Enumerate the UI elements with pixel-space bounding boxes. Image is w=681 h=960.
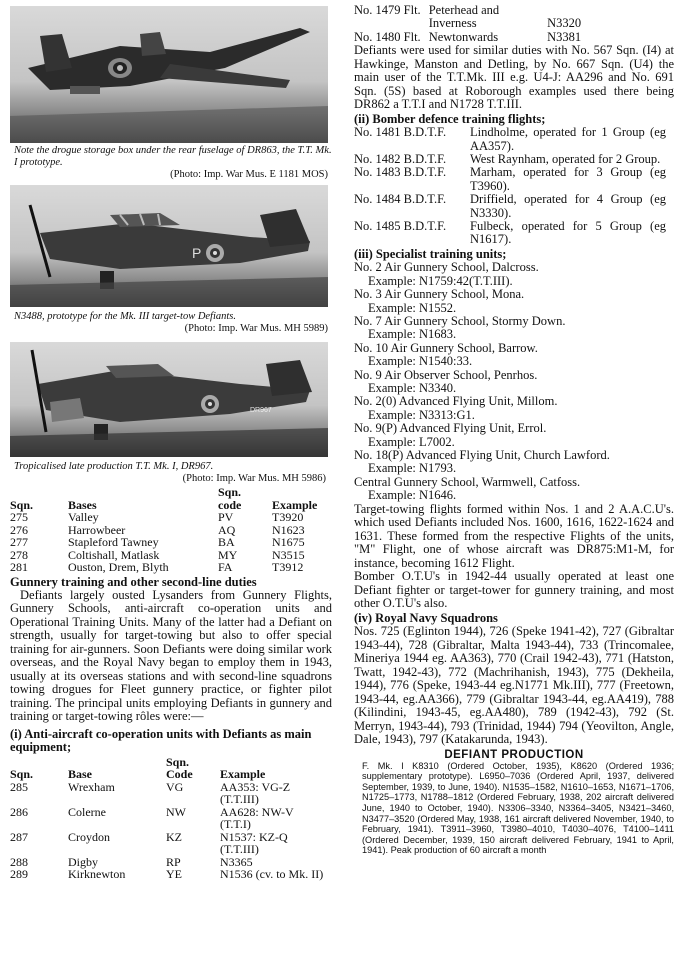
table-row (354, 220, 674, 247)
cell: Colerne (68, 804, 106, 819)
cell: Peterhead and (428, 3, 500, 17)
aircraft-silhouette-3 (10, 342, 328, 457)
cell: 276 (10, 522, 28, 537)
photo-dr967 (10, 342, 328, 457)
cell: N1536 (cv. to Mk. II) (220, 867, 324, 881)
unit-name: No. 9 Air Observer School, Penrhos. (354, 367, 538, 382)
cell: Stapleford Tawney (68, 535, 159, 549)
col-header-base: Base (68, 767, 92, 781)
unit-name: No. 2 Air Gunnery School, Dalcross. (354, 260, 539, 275)
col-header-code: Sqn. Code (166, 754, 193, 781)
section-ii-heading: (ii) Bomber defence training flights; (354, 111, 546, 126)
cell: VG (166, 779, 184, 794)
cell: 285 (10, 779, 28, 794)
cell (354, 17, 429, 30)
cell: KZ (166, 829, 182, 844)
table-row (354, 193, 674, 220)
photo-credit-3: (Photo: Imp. War Mus. MH 5986) (182, 473, 326, 484)
unit-name: No. 7 Air Gunnery School, Stormy Down. (354, 314, 566, 328)
cell: No. 1484 B.D.T.F. (354, 192, 447, 207)
section-iv-heading: (iv) Royal Navy Squadrons (354, 610, 498, 625)
cell: T3912 (272, 560, 304, 574)
cell: Wrexham (68, 779, 115, 794)
cell: N3365 (220, 854, 253, 869)
gunnery-paragraph: Defiants largely ousted Lysanders from Gunnery Flights, Gunnery Schools, anti-aircraft co-operation units and Operational Training Units. Many of the latter had a Defiant on strength, usually for target-towing but also to offer special training for air-gunners. Soon Defiants were doing similar work overseas, and the Royal Navy began to employ them in 1943, usually at its overseas stations and with second-line squadrons towing drogues for Fleet gunnery practice, or fighter pilot training. The principal units employing Defiants in gunnery and training or target-towing rôles were:— (10, 587, 332, 723)
cell: Coltishall, Matlask (68, 547, 160, 562)
cell: FA (218, 560, 233, 574)
unit-example: Example: L7002. (368, 434, 455, 449)
cell: Croydon (68, 829, 110, 844)
cell: 287 (10, 829, 28, 844)
target-towing-paragraph: Target-towing flights formed within Nos. 1 and 2 A.A.C.U's. which used Defiants included Nos. 1600, 1616, 1622-1624 and 1631. These formed from the respective Flights of the units, "M" Flight, one of whose aircraft was DR875:M1-M, for instance, becoming 1612 Flight. (354, 501, 674, 570)
cell: AQ (218, 522, 236, 537)
unit-name: No. 10 Air Gunnery School, Barrow. (354, 340, 538, 355)
cell: N3381 (547, 29, 582, 44)
cell: West Raynham, operated for 2 Group. (470, 152, 661, 167)
table-row (10, 781, 328, 806)
list-item (354, 342, 674, 369)
list-item (354, 369, 674, 396)
unit-example: Example: N1759:42(T.T.III). (368, 273, 513, 288)
unit-example: Example: N1683. (368, 327, 457, 342)
unit-example: Example: N1793. (368, 461, 457, 476)
cell: RP (166, 854, 181, 869)
unit-name: No. 18(P) Advanced Flying Unit, Church Lawford. (354, 448, 610, 463)
cell: NW (166, 804, 186, 819)
cell: AA353: VG-Z (T.T.III) (220, 779, 291, 806)
cell: Lindholme, operated for 1 Group (eg AA357). (470, 125, 666, 153)
col-header-bases: Bases (68, 497, 97, 512)
col-header-sqn: Sqn. (10, 497, 34, 512)
table-row (354, 153, 674, 166)
section-iii-heading: (iii) Specialist training units; (354, 246, 507, 261)
photo-caption-2: N3488, prototype for the Mk. III target-tow Defiants. (14, 311, 237, 322)
left-column (10, 0, 332, 881)
flights-table (354, 4, 589, 44)
cell: N1623 (272, 522, 305, 537)
col-header-sqn: Sqn. (10, 767, 34, 781)
unit-name: Central Gunnery School, Warmwell, Catfoss. (354, 474, 581, 489)
table-row (10, 831, 328, 856)
photo-caption-3: Tropicalised late production T.T. Mk. I, DR967. (14, 461, 214, 472)
cell: 289 (10, 867, 28, 881)
cell: 286 (10, 804, 28, 819)
cell: Kirknewton (68, 867, 126, 881)
cell: No. 1482 B.D.T.F. (354, 152, 447, 167)
cell: Valley (68, 510, 99, 524)
photo-n3488 (10, 185, 328, 307)
table-row (354, 31, 589, 44)
table-row (354, 126, 674, 153)
cell: No. 1481 B.D.T.F. (354, 125, 447, 140)
table-row (354, 4, 589, 17)
cell: AA628: NW-V (T.T.I) (220, 804, 294, 831)
col-header-code: Sqn. code (218, 485, 242, 512)
unit-example: Example: N1540:33. (368, 354, 473, 369)
right-column (354, 4, 674, 856)
col-header-example: Example (272, 497, 318, 512)
cell: Driffield, operated for 4 Group (eg N3330). (470, 192, 666, 220)
cell: Ouston, Drem, Blyth (68, 560, 169, 574)
table-row (354, 17, 589, 30)
cell: Fulbeck, operated for 5 Group (eg N1617). (470, 219, 666, 247)
cell: Marham, operated for 3 Group (eg T3960). (470, 165, 666, 193)
cell: 278 (10, 547, 28, 562)
cell: T3920 (272, 510, 304, 524)
unit-name: No. 2(0) Advanced Flying Unit, Millom. (354, 394, 558, 409)
squadron-table-1 (10, 486, 328, 574)
photo-dr863 (10, 6, 328, 143)
cell: No. 1479 Flt. (354, 3, 421, 17)
bdtf-table (354, 126, 674, 247)
list-item (354, 476, 674, 503)
cell: 288 (10, 854, 28, 869)
cell: MY (218, 547, 238, 562)
photo-caption-1: Note the drogue storage box under the rear fuselage of DR863, the T.T. Mk. I prototype. (14, 145, 332, 168)
unit-name: No. 3 Air Gunnery School, Mona. (354, 287, 525, 302)
fuselage-letter: P (192, 245, 202, 261)
cell: 277 (10, 535, 28, 549)
aircraft-silhouette-1 (10, 6, 328, 143)
cell: No. 1485 B.D.T.F. (354, 219, 447, 234)
cell: Harrowbeer (68, 522, 126, 537)
unit-example: Example: N1552. (368, 300, 457, 315)
cell: No. 1483 B.D.T.F. (354, 165, 447, 180)
table-row (10, 806, 328, 831)
photo-credit-2: (Photo: Imp. War Mus. MH 5989) (184, 323, 328, 334)
cell: 281 (10, 560, 28, 574)
col-header-example: Example (220, 767, 266, 781)
cell: YE (166, 867, 182, 881)
cell: N3320 (547, 16, 582, 31)
cell: N1537: KZ-Q (T.T.III) (220, 829, 288, 856)
table-row (10, 536, 328, 549)
cell (507, 4, 589, 17)
unit-example: Example: N1646. (368, 488, 457, 503)
cell: N3515 (272, 547, 305, 562)
squadron-table-2 (10, 756, 328, 881)
table-row (10, 868, 328, 881)
list-item (354, 449, 674, 476)
table-row (354, 166, 674, 193)
list-item (354, 395, 674, 422)
serial-marking: DR967 (250, 407, 272, 414)
list-item (354, 261, 674, 288)
list-item (354, 315, 674, 342)
production-text: F. Mk. I K8310 (Ordered October, 1935), K8620 (Ordered 1936; supplementary prototype). L6950–7036 (Ordered April, 1937, delivered September, 1939, to June, 1940). N1535–1582, N1610–1653, N1671–1706, N1725–1773, N1788–1812 (Ordered February, 1938, 202 aircraft delivered June, 1940 to October, 1940). N3306–3340, N3364–3405, N3421–3460, N3477–3520 (Ordered May, 1938, 161 aircraft delivered November, 1940, to February, 1941). T3911–3960, T3980–4010, T4030–4076, T4100–1411 (Ordered December, 1939, 150 aircraft delivered February, 1941 to April, 1941). Peak production of 60 aircraft a month (362, 760, 674, 856)
cell: Inverness (428, 16, 477, 31)
cell: N1675 (272, 535, 305, 549)
table-row (10, 561, 328, 574)
list-item (354, 422, 674, 449)
gunnery-heading: Gunnery training and other second-line duties (10, 574, 257, 589)
photo-credit-1: (Photo: Imp. War Mus. E 1181 MOS) (170, 169, 328, 180)
table-row (10, 511, 328, 524)
production-heading: DEFIANT PRODUCTION (444, 748, 584, 761)
unit-example: Example: N3340. (368, 381, 457, 396)
cell: Digby (68, 854, 98, 869)
cell: No. 1480 Flt. (354, 29, 421, 44)
royal-navy-paragraph: Nos. 725 (Eglinton 1944), 726 (Speke 1941-42), 727 (Gibraltar 1943-44), 728 (Gibraltar, Malta 1943-44), 733 (Trincomalee, Mineriya 1944 eg. AA363), 770 (Crail 1942-43), 771 (Hatston, Twatt, 1942-43), 772 (Machrihanish, 1943), 775 (Dekheila, 1944), 776 (Speke, 1943-44 eg.N1771 Mk.III), 777 (Freetown, 1943-44, eg.AA366), 779 (Gibraltar 1943-44, eg.AA419), 788 (Kilindini, 1943-45, eg.AA480), 789 (1942-43), 792 (St. Merryn, 1943-44), 793 (Trinidad, 1944) 794 (Yeovilton, Angle, Dale, 1943), 797 (Katakarunda, 1943). (354, 624, 674, 747)
cell: 275 (10, 510, 28, 524)
aircraft-silhouette-2 (10, 185, 328, 307)
section-i-heading: (i) Anti-aircraft co-operation units with Defiants as main equipment; (10, 726, 312, 754)
list-item (354, 288, 674, 315)
bomber-otu-paragraph: Bomber O.T.U's in 1942-44 usually operated at least one Defiant fighter or target-tower for gunnery training, and most other O.T.U's also. (354, 569, 674, 611)
cell: BA (218, 535, 235, 549)
unit-example: Example: N3313:G1. (368, 407, 475, 422)
cell: Newtonwards (428, 29, 499, 44)
unit-name: No. 9(P) Advanced Flying Unit, Errol. (354, 421, 547, 436)
cell: PV (218, 510, 234, 524)
defiants-paragraph: Defiants were used for similar duties with No. 567 Sqn. (I4) at Hawkinge, Manston and Detling, by No. 667 Sqn. (U4) the main user of the T.T.Mk. III e.g. U4-J: AA296 and No. 691 Sqn. (5S) based at Roborough examples used there being DR862 a T.T.I and N1728 T.T.III. (354, 43, 674, 112)
